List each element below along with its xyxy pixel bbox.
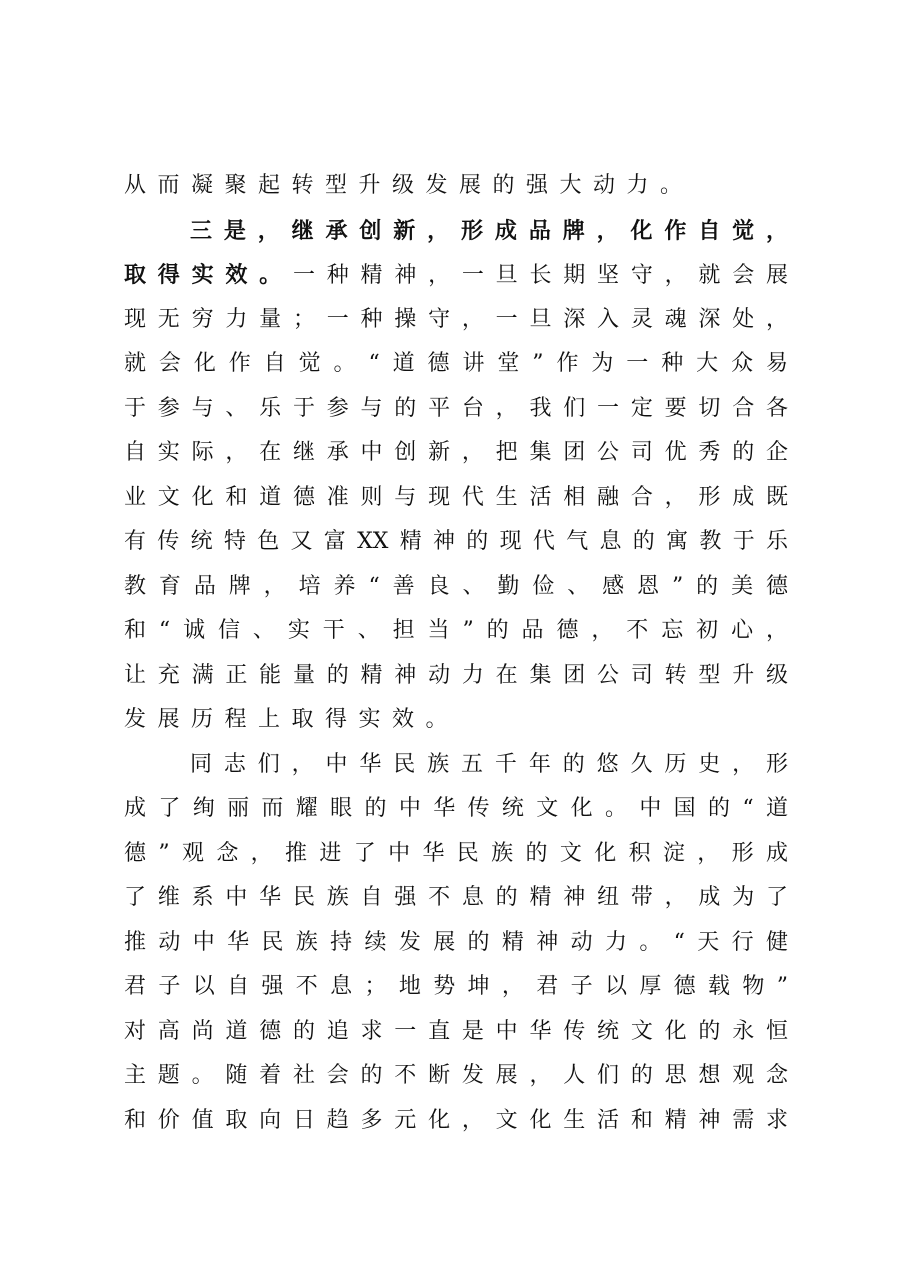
text-line: 和价值取向日趋多元化，文化生活和精神需求: [124, 1107, 788, 1133]
text-line: 成了绚丽而耀眼的中华传统文化。中国的“道: [124, 796, 788, 821]
text-line: [124, 253, 788, 298]
text-line: 发展历程上取得实效。: [124, 707, 460, 732]
text-line: 德”观念，推进了中华民族的文化积淀，形成: [124, 840, 788, 866]
text-line: 于参与、乐于参与的平台，我们一定要切合各: [124, 395, 788, 421]
text-line: 有传统特色又富XX精神的现代气息的寓教于乐: [124, 529, 788, 554]
line-rest: 一种精神，一旦长期坚守，就会展: [292, 263, 788, 288]
text-line: 三是，继承创新，形成品牌，化作自觉，: [190, 217, 788, 244]
text-line: 现无穷力量；一种操守，一旦深入灵魂深处，: [124, 306, 788, 332]
bold-lead-in: 取得实效。: [124, 262, 293, 288]
text-line: 和“诚信、实干、担当”的品德，不忘初心，: [124, 618, 788, 643]
text-line: 主题。随着社会的不断发展，人们的思想观念: [124, 1063, 788, 1088]
body-text: [124, 164, 788, 1143]
text-line: 就会化作自觉。“道德讲堂”作为一种大众易: [124, 351, 788, 376]
text-line: 推动中华民族持续发展的精神动力。“天行健: [124, 929, 788, 955]
text-line: 对高尚道德的追求一直是中华传统文化的永恒: [124, 1018, 788, 1044]
text-line: 了维系中华民族自强不息的精神纽带，成为了: [124, 885, 788, 910]
text-line: 君子以自强不息；地势坤，君子以厚德载物”: [124, 974, 788, 999]
text-line: 业文化和道德准则与现代生活相融合，形成既: [124, 484, 788, 510]
text-line: 教育品牌，培养“善良、勤俭、感恩”的美德: [124, 573, 788, 599]
text-line: 自实际，在继承中创新，把集团公司优秀的企: [124, 440, 788, 465]
text-line: 从而凝聚起转型升级发展的强大动力。: [124, 173, 694, 198]
text-line: 让充满正能量的精神动力在集团公司转型升级: [124, 662, 788, 688]
text-line: 同志们，中华民族五千年的悠久历史，形: [190, 751, 788, 777]
